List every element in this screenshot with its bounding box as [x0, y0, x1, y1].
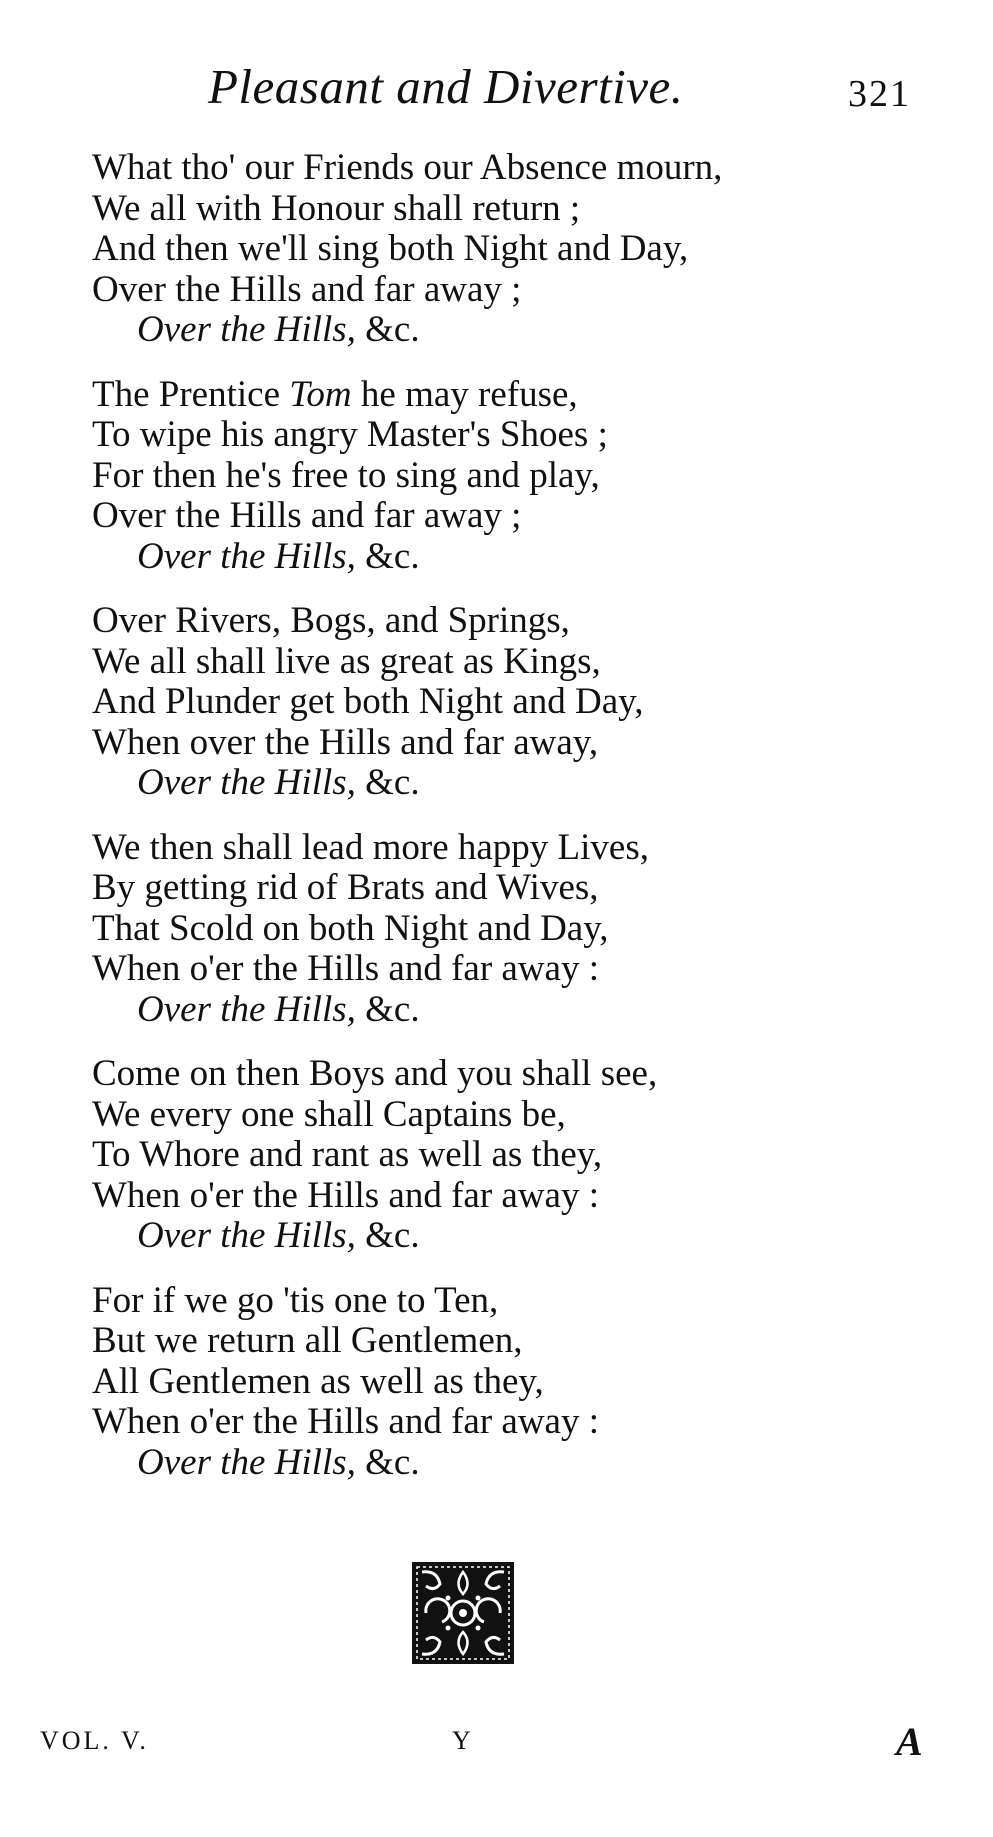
verse-line: We all with Honour shall return ; [92, 187, 581, 229]
verse-line: We then shall lead more happy Lives, [92, 826, 649, 868]
stanza-3 [92, 601, 952, 804]
refrain-line [92, 537, 952, 578]
running-head [0, 58, 993, 118]
refrain-italic: Over the Hills, [137, 309, 356, 350]
decorative-fleuron-icon [412, 1562, 514, 1664]
refrain-line [92, 1443, 952, 1484]
verse-line-post: he may refuse, [351, 373, 578, 415]
running-title: Pleasant and Divertive. [208, 59, 684, 114]
refrain-italic: Over the Hills, [137, 535, 356, 577]
verse-line: Over the Hills and far away ; [92, 268, 522, 310]
refrain-line [92, 763, 952, 804]
stanza-2 [92, 375, 952, 578]
volume-signature: VOL. V. [40, 1726, 149, 1755]
refrain-tail: &c. [355, 1215, 420, 1256]
verse-line: When over the Hills and far away, [92, 721, 599, 763]
page-number: 321 [848, 73, 911, 115]
verse-line: For then he's free to sing and play, [92, 454, 600, 496]
stanza-5 [92, 1054, 952, 1257]
verse-line: Come on then Boys and you shall see, [92, 1053, 658, 1094]
verse-line: That Scold on both Night and Day, [92, 907, 609, 949]
verse-line: To Whore and rant as well as they, [92, 1134, 603, 1175]
verse-line: For if we go 'tis one to Ten, [92, 1279, 499, 1321]
verse-line: We all shall live as great as Kings, [92, 640, 601, 682]
verse-line [92, 375, 952, 416]
refrain-tail: &c. [355, 988, 420, 1030]
printer-mark: A [896, 1719, 923, 1764]
verse-line-pre: The Prentice [92, 373, 290, 415]
stanza-4 [92, 828, 952, 1031]
verse-line: By getting rid of Brats and Wives, [92, 867, 599, 908]
refrain-tail: &c. [355, 535, 420, 577]
stanza-6 [92, 1281, 952, 1484]
verse-line: All Gentlemen as well as they, [92, 1360, 544, 1402]
verse-line: We every one shall Captains be, [92, 1093, 566, 1135]
verse-line: When o'er the Hills and far away : [92, 1401, 599, 1442]
refrain-line [92, 1216, 952, 1257]
page-footer [0, 1719, 993, 1772]
refrain-italic: Over the Hills, [137, 762, 356, 803]
verse-line: And Plunder get both Night and Day, [92, 681, 644, 722]
verse-line: And then we'll sing both Night and Day, [92, 228, 689, 269]
refrain-tail: &c. [355, 1441, 420, 1483]
stanza-1 [92, 148, 952, 351]
refrain-italic: Over the Hills, [137, 1215, 356, 1256]
verse-line: But we return all Gentlemen, [92, 1320, 523, 1361]
gathering-signature: Y [452, 1726, 471, 1755]
verse-line: What tho' our Friends our Absence mourn, [92, 147, 723, 188]
verse-line: When o'er the Hills and far away : [92, 948, 599, 989]
refrain-line [92, 310, 952, 351]
verse-line: Over the Hills and far away ; [92, 495, 522, 536]
verse-line: When o'er the Hills and far away : [92, 1174, 599, 1216]
verse-line: To wipe his angry Master's Shoes ; [92, 414, 608, 455]
refrain-line [92, 990, 952, 1031]
poem-body [92, 148, 952, 1507]
refrain-italic: Over the Hills, [137, 988, 356, 1030]
refrain-italic: Over the Hills, [137, 1441, 356, 1483]
refrain-tail: &c. [355, 309, 420, 350]
refrain-tail: &c. [355, 762, 420, 803]
verse-line: Over Rivers, Bogs, and Springs, [92, 600, 570, 641]
verse-line-italic: Tom [289, 373, 352, 415]
